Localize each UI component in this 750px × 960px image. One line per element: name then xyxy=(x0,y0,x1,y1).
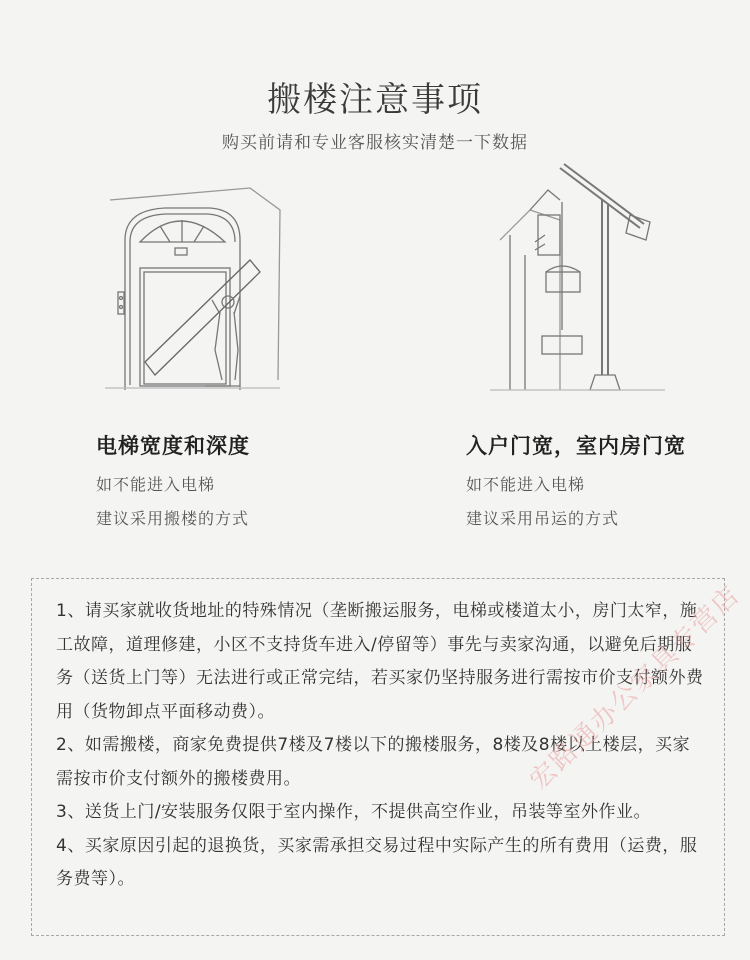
card-line: 如不能进入电梯 xyxy=(96,475,216,494)
page-subtitle: 购买前请和专业客服核实清楚一下数据 xyxy=(222,133,528,153)
card-line: 如不能进入电梯 xyxy=(466,475,586,494)
notice-item: 4、买家原因引起的退换货，买家需承担交易过程中实际产生的所有费用（运费，服务费等）。 xyxy=(56,835,698,889)
page-title: 搬楼注意事项 xyxy=(267,80,483,120)
card-line: 建议采用搬楼的方式 xyxy=(96,509,250,528)
store-watermark: 宏路通办公家具专营店 xyxy=(524,579,747,796)
notice-item: 1、请买家就收货地址的特殊情况（垄断搬运服务，电梯或楼道太小，房门太窄，施工故障，道理修建，小区不支持货车进入/停留等）事先与卖家沟通，以避免后期服务（送货上门等）无法进行或正常完结，若买家仍坚持服务进行需按市价支付额外费用（货物卸点平面移动费）。 xyxy=(56,601,704,722)
card-heading-door-width: 入户门宽，室内房门宽 xyxy=(466,434,686,458)
notice-item: 3、送货上门/安装服务仅限于室内操作，不提供高空作业，吊装等室外作业。 xyxy=(56,802,652,822)
notice-list xyxy=(56,595,706,897)
card-heading-elevator: 电梯宽度和深度 xyxy=(96,434,250,458)
notice-box xyxy=(31,578,725,936)
crane-lifting-illustration xyxy=(490,160,665,395)
elevator-carrying-illustration xyxy=(100,180,285,395)
card-line: 建议采用吊运的方式 xyxy=(466,509,620,528)
notice-item: 2、如需搬楼，商家免费提供7楼及7楼以下的搬楼服务，8楼及8楼以上楼层，买家需按市价支付额外的搬楼费用。 xyxy=(56,735,691,789)
